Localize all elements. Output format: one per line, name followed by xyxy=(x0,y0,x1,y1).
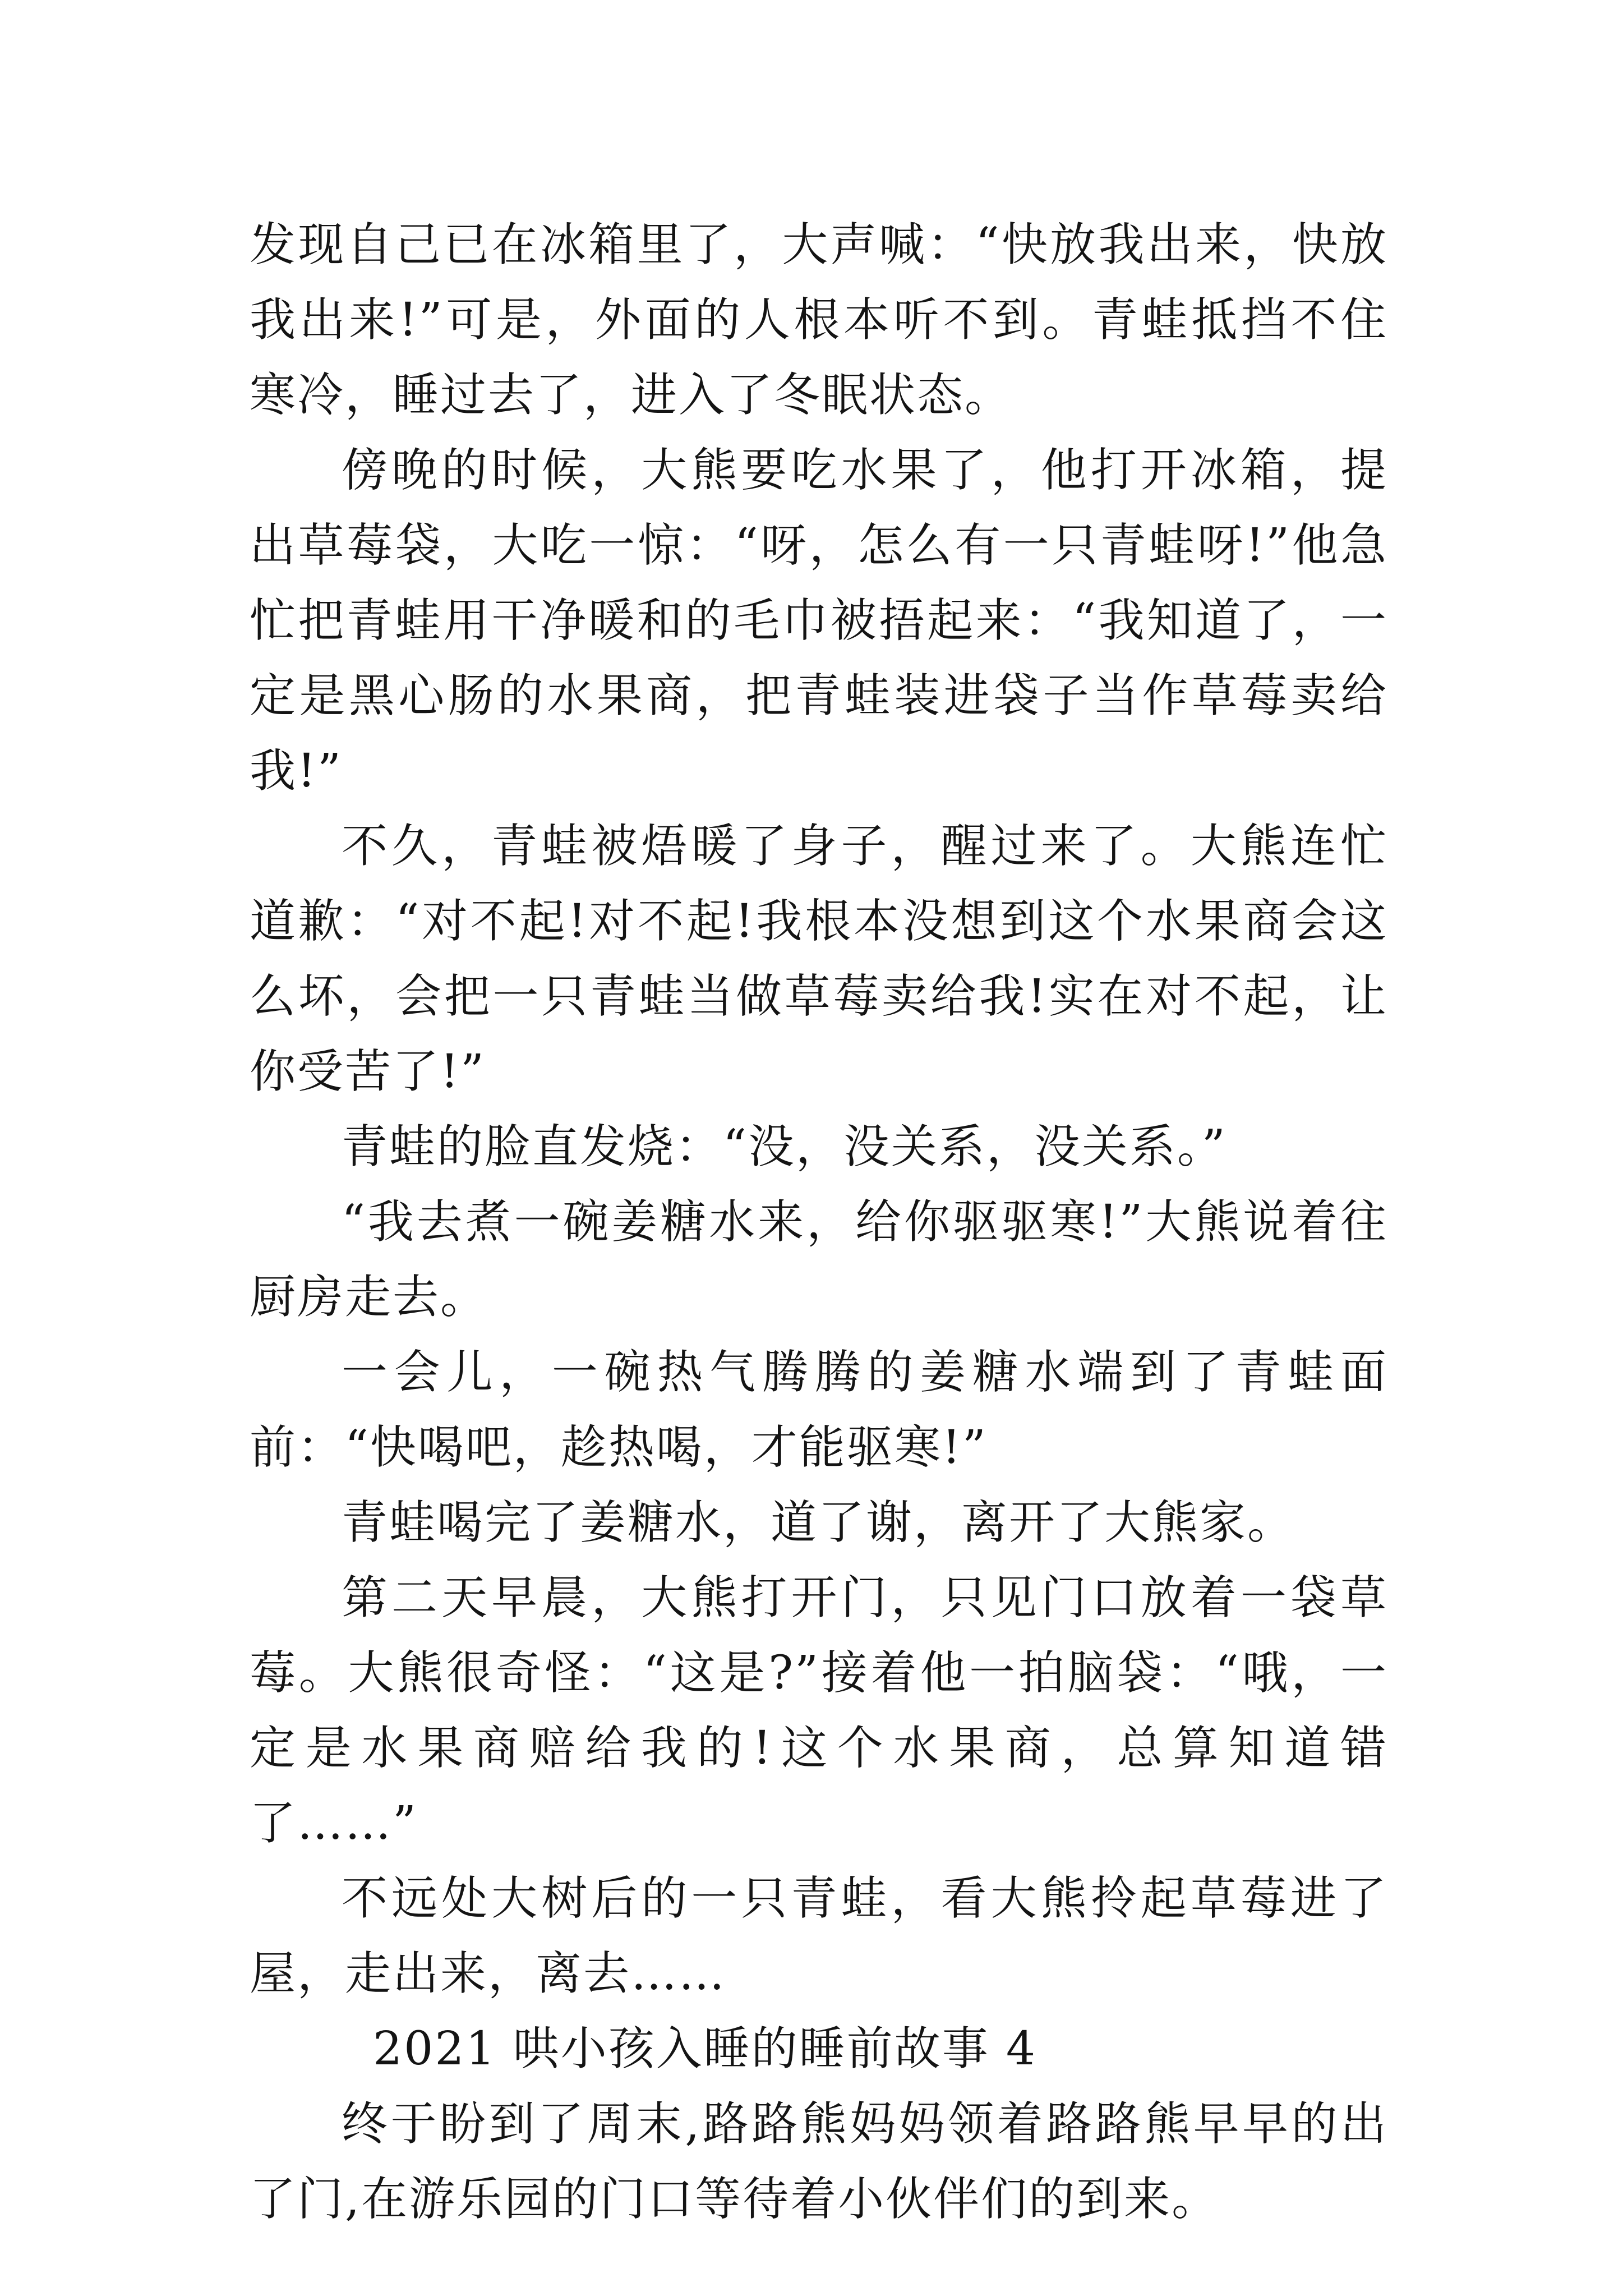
paragraph-ginger-tea-offer: “我去煮一碗姜糖水来，给你驱驱寒!”大熊说着往厨房走去。 xyxy=(250,1195,1388,1324)
section-heading: 2021 哄小孩入睡的睡前故事 4 xyxy=(373,2022,1037,2076)
paragraph-ginger-tea-served: 一会儿，一碗热气腾腾的姜糖水端到了青蛙面前：“快喝吧，趁热喝，才能驱寒!” xyxy=(250,1346,1388,1474)
document-body xyxy=(250,208,1388,2237)
paragraph-continuation: 发现自己已在冰箱里了，大声喊：“快放我出来，快放我出来!”可是，外面的人根本听不到。青蛙抵挡不住寒冷，睡过去了，进入了冬眠状态。 xyxy=(250,218,1388,422)
paragraph-frog-leaves: 青蛙喝完了姜糖水，道了谢，离开了大熊家。 xyxy=(342,1496,1295,1549)
paragraph-apology: 不久，青蛙被焐暖了身子，醒过来了。大熊连忙道歉：“对不起!对不起!我根本没想到这个水果商会这么坏，会把一只青蛙当做草莓卖给我!实在对不起，让你受苦了!” xyxy=(250,820,1388,1098)
paragraph-strawberries-at-door: 第二天早晨，大熊打开门，只见门口放着一袋草莓。大熊很奇怪：“这是?”接着他一拍脑袋：“哦，一定是水果商赔给我的!这个水果商，总算知道错了……” xyxy=(250,1571,1388,1850)
paragraph-frog-reply: 青蛙的脸直发烧：“没，没关系，没关系。” xyxy=(342,1120,1227,1174)
paragraph-evening-fridge: 傍晚的时候，大熊要吃水果了，他打开冰箱，提出草莓袋，大吃一惊：“呀，怎么有一只青蛙呀!”他急忙把青蛙用干净暖和的毛巾被捂起来：“我知道了，一定是黑心肠的水果商，把青蛙装进袋子当作草莓卖给我!” xyxy=(250,444,1388,798)
paragraph-weekend: 终于盼到了周末,路路熊妈妈领着路路熊早早的出了门,在游乐园的门口等待着小伙伴们的到来。 xyxy=(250,2097,1388,2226)
paragraph-frog-departs: 不远处大树后的一只青蛙，看大熊拎起草莓进了屋，走出来，离去…… xyxy=(250,1872,1388,2000)
